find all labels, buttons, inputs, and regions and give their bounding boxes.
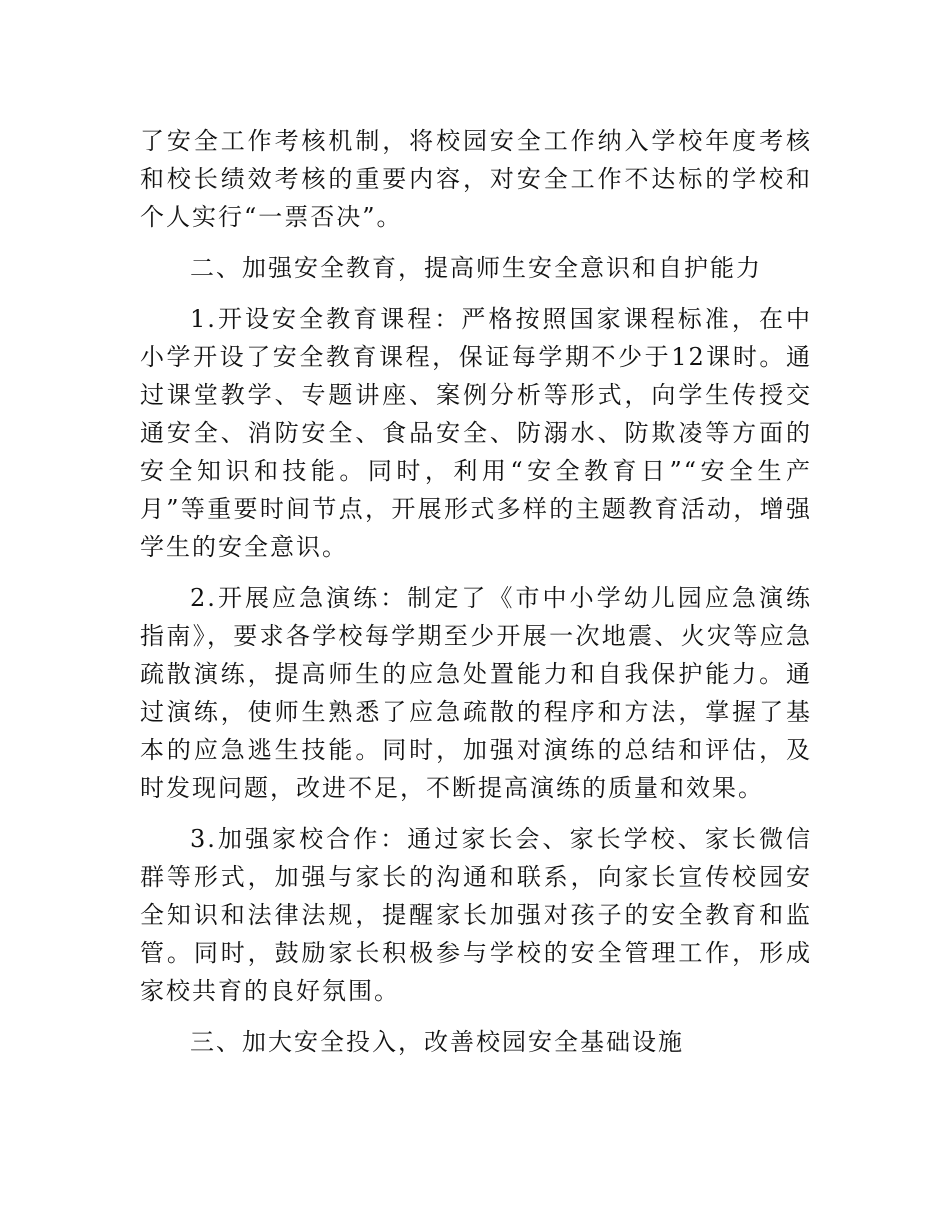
paragraph-emergency-drills: 2.开展应急演练：制定了《市中小学幼儿园应急演练指南》，要求各学校每学期至少开展一次地震、火灾等应急疏散演练，提高师生的应急处置能力和自我保护能力。通过演练，使师生熟悉了应急疏散的程序和方法，掌握了基本的应急逃生技能。同时，加强对演练的总结和评估，及时发现问题，改进不足，不断提高演练的质量和效果。	[140, 584, 812, 802]
section-heading-2: 二、加强安全教育，提高师生安全意识和自护能力	[190, 254, 762, 282]
paragraph-home-school-cooperation: 3.加强家校合作：通过家长会、家长学校、家长微信群等形式，加强与家长的沟通和联系，向家长宣传校园安全知识和法律法规，提醒家长加强对孩子的安全教育和监管。同时，鼓励家长积极参与学校的安全管理工作，形成家校共育的良好氛围。	[140, 825, 812, 1005]
paragraph-safety-courses: 1.开设安全教育课程：严格按照国家课程标准，在中小学开设了安全教育课程，保证每学期不少于12课时。通过课堂教学、专题讲座、案例分析等形式，向学生传授交通安全、消防安全、食品安全、防溺水、防欺凌等方面的安全知识和技能。同时，利用“安全教育日”“安全生产月”等重要时间节点，开展形式多样的主题教育活动，增强学生的安全意识。	[140, 305, 812, 561]
paragraph-continuation: 了安全工作考核机制，将校园安全工作纳入学校年度考核和校长绩效考核的重要内容，对安全工作不达标的学校和个人实行“一票否决”。	[140, 127, 812, 231]
section-heading-3: 三、加大安全投入，改善校园安全基础设施	[190, 1028, 684, 1056]
document-body	[140, 122, 812, 1074]
